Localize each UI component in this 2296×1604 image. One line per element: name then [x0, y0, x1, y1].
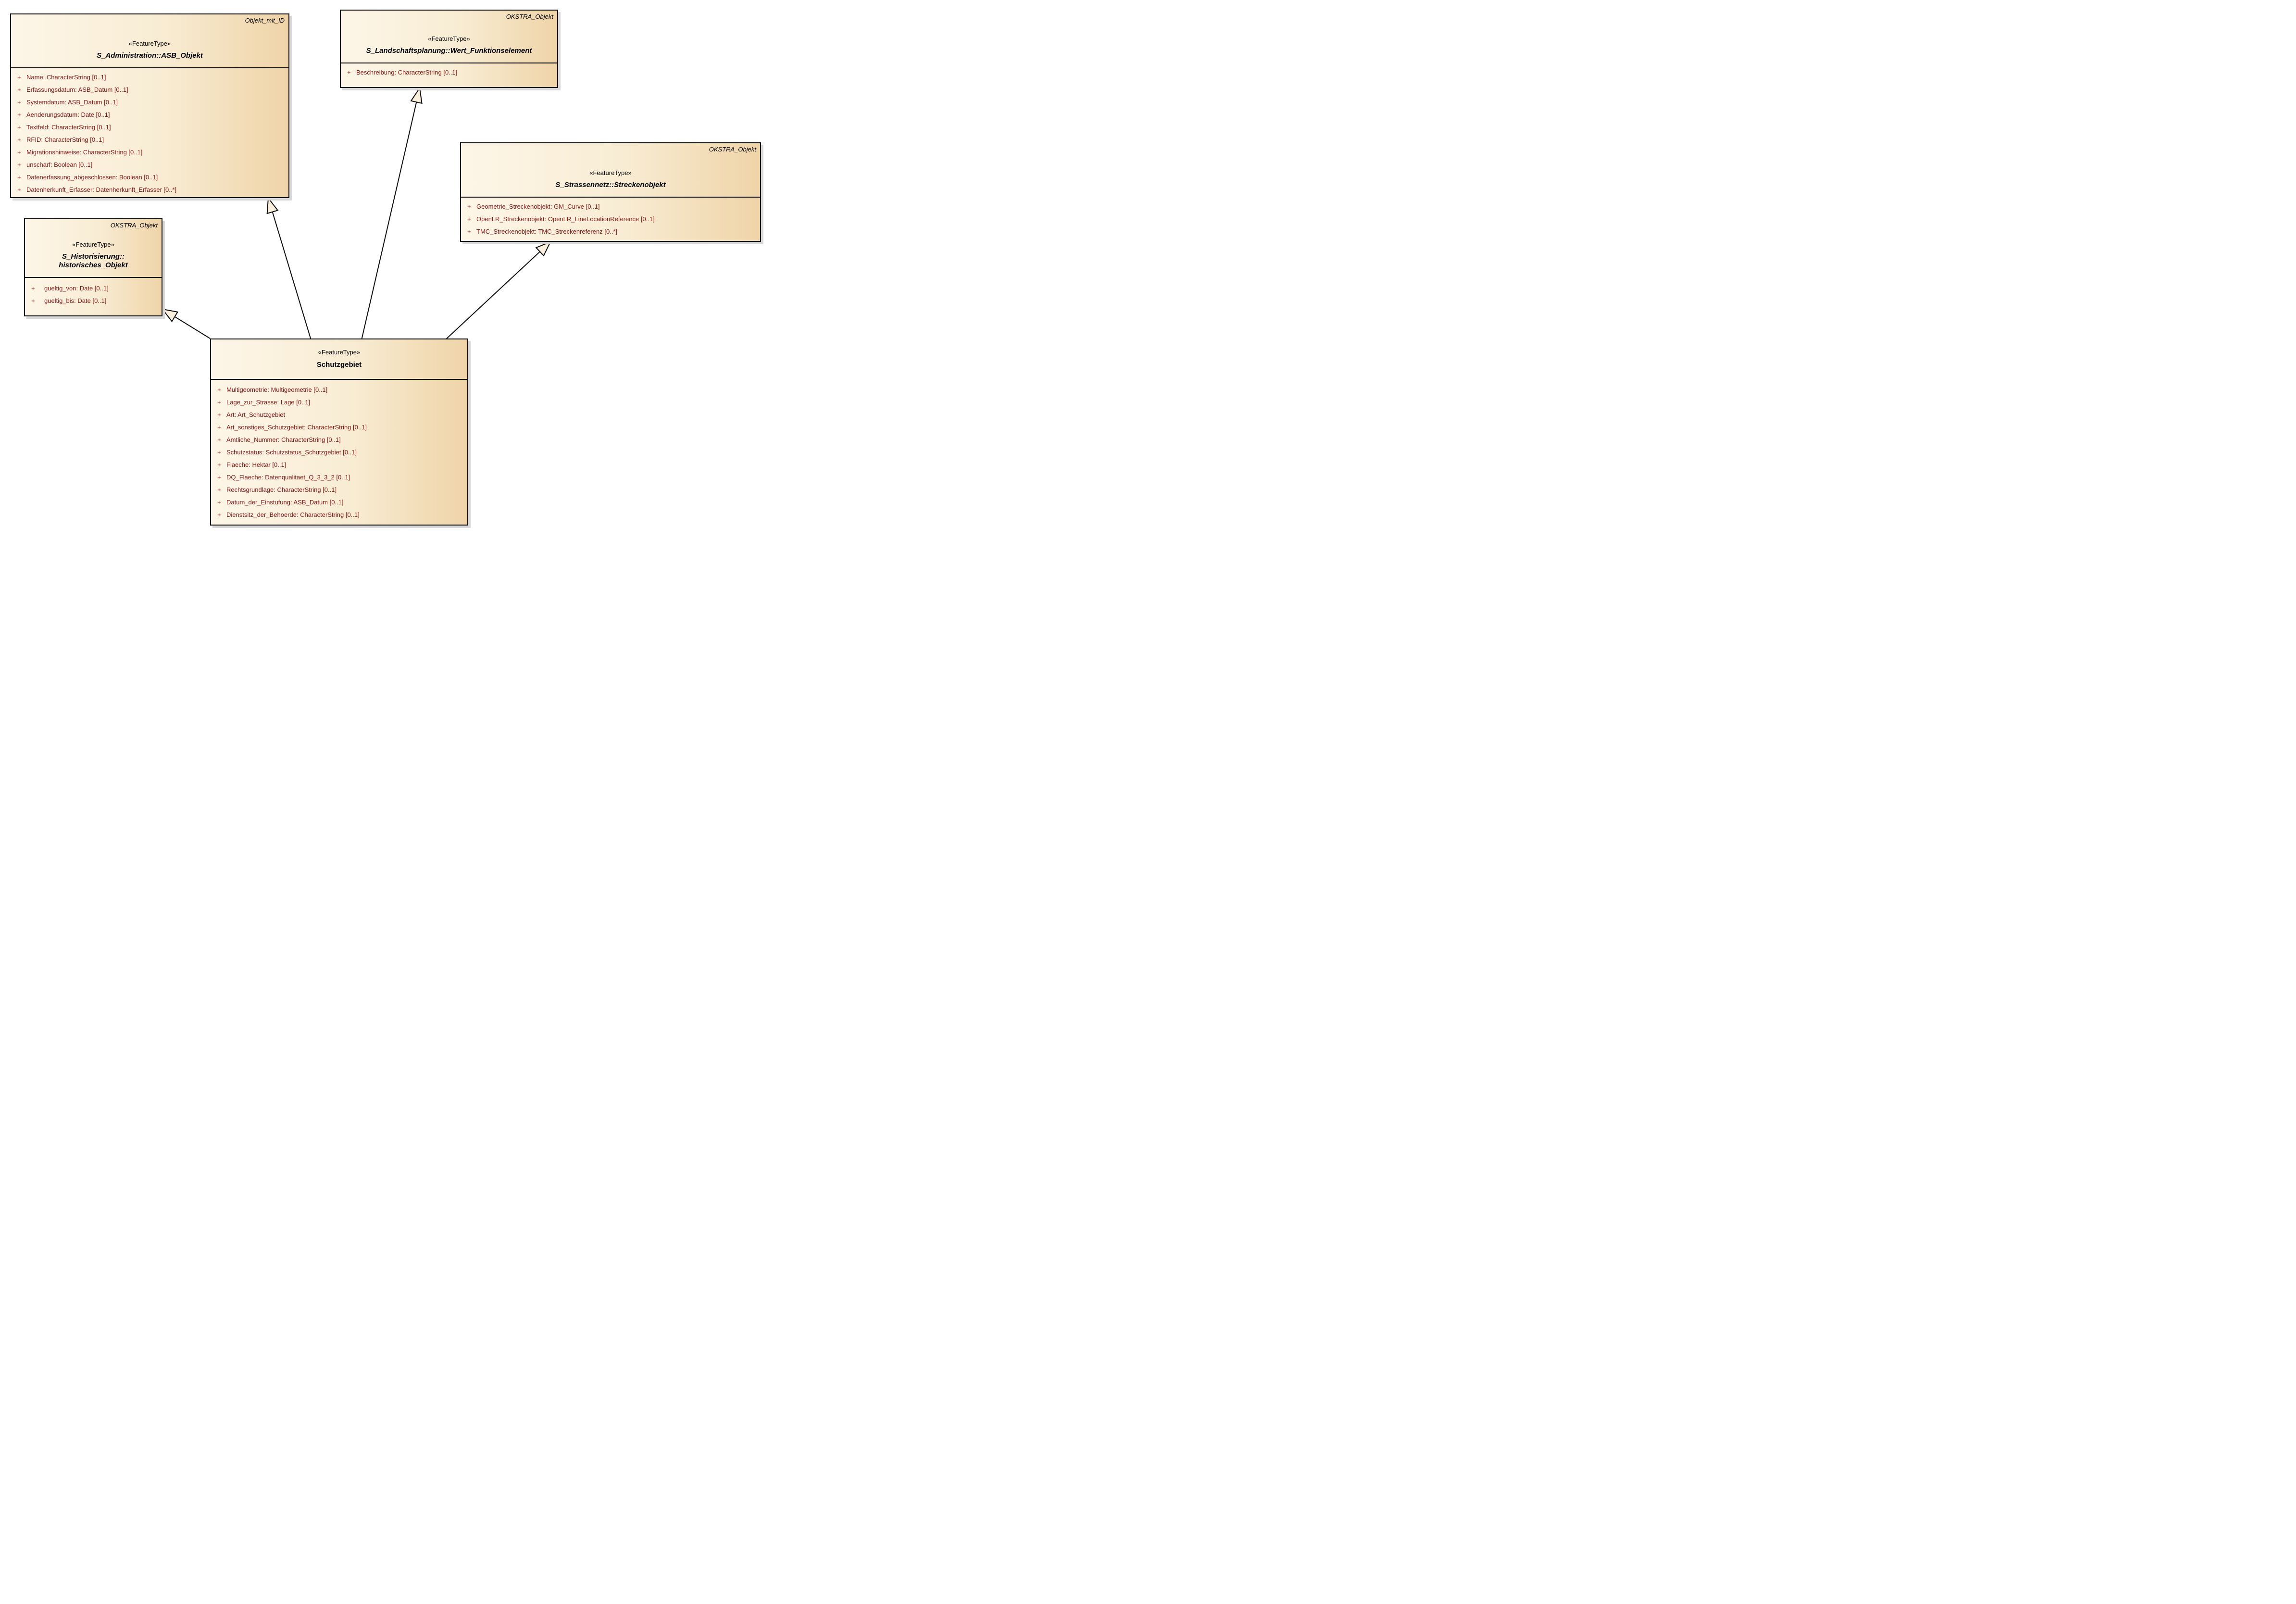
class-name: Schutzgebiet: [316, 361, 362, 369]
visibility-plus: +: [217, 473, 221, 481]
attribute-text: Geometrie_Streckenobjekt: GM_Curve [0..1]: [476, 202, 600, 210]
class-wert-funktionselement[interactable]: [340, 10, 558, 88]
attribute-text: Art_sonstiges_Schutzgebiet: CharacterString [0..1]: [226, 423, 367, 431]
visibility-plus: +: [467, 215, 471, 223]
stereotype-label: «FeatureType»: [589, 169, 632, 177]
attribute-row: [25, 294, 162, 307]
visibility-plus: +: [17, 86, 21, 93]
attribute-text: Systemdatum: ASB_Datum [0..1]: [26, 98, 118, 106]
visibility-plus: +: [17, 111, 21, 118]
attribute-row: [11, 133, 288, 146]
attribute-row: [211, 433, 467, 446]
stereotype-label: «FeatureType»: [318, 349, 361, 356]
attribute-row: [461, 200, 760, 213]
attribute-text: Amtliche_Nummer: CharacterString [0..1]: [226, 436, 341, 443]
attribute-row: [211, 383, 467, 396]
attribute-text: DQ_Flaeche: Datenqualitaet_Q_3_3_2 [0..1]: [226, 473, 350, 481]
attribute-text: Schutzstatus: Schutzstatus_Schutzgebiet [0..1]: [226, 448, 357, 456]
attribute-text: Migrationshinweise: CharacterString [0..1]: [26, 148, 143, 156]
visibility-plus: +: [17, 173, 21, 181]
attribute-text: Multigeometrie: Multigeometrie [0..1]: [226, 386, 328, 393]
visibility-plus: +: [17, 148, 21, 156]
visibility-plus: +: [467, 202, 471, 210]
stereotype-label: «FeatureType»: [128, 40, 171, 48]
attribute-text: OpenLR_Streckenobjekt: OpenLR_LineLocationReference [0..1]: [476, 215, 655, 223]
attribute-row: [11, 108, 288, 121]
visibility-plus: +: [217, 511, 221, 518]
visibility-plus: +: [217, 498, 221, 506]
attribute-row: [11, 121, 288, 133]
class-name: [59, 252, 127, 271]
attribute-row: [211, 446, 467, 458]
attribute-row: [211, 421, 467, 433]
attribute-text: Datenerfassung_abgeschlossen: Boolean [0..1]: [26, 173, 158, 181]
attribute-row: [211, 496, 467, 508]
attribute-row: [11, 96, 288, 108]
class-header: [25, 219, 162, 278]
attributes-compartment: [211, 380, 467, 521]
visibility-plus: +: [17, 73, 21, 81]
attribute-row: [11, 71, 288, 83]
attribute-text: Art: Art_Schutzgebiet: [226, 411, 286, 418]
visibility-plus: +: [467, 227, 471, 235]
generalization-arrow-to-streckenobjekt[interactable]: [445, 242, 550, 340]
attribute-text: Aenderungsdatum: Date [0..1]: [26, 111, 110, 118]
package-label: OKSTRA_Objekt: [110, 222, 158, 229]
visibility-plus: +: [217, 461, 221, 468]
visibility-plus: +: [217, 436, 221, 443]
visibility-plus: +: [217, 398, 221, 406]
attributes-compartment: [461, 198, 760, 238]
attribute-row: [211, 508, 467, 521]
attribute-text: Lage_zur_Strasse: Lage [0..1]: [226, 398, 311, 406]
visibility-plus: +: [217, 411, 221, 418]
class-header: [461, 143, 760, 198]
visibility-plus: +: [17, 161, 21, 168]
attribute-row: [11, 158, 288, 171]
attribute-text: RFID: CharacterString [0..1]: [26, 136, 104, 143]
class-streckenobjekt[interactable]: [460, 142, 761, 242]
attribute-row: [11, 171, 288, 183]
attribute-row: [341, 66, 557, 78]
attribute-text: Name: CharacterString [0..1]: [26, 73, 106, 81]
package-label: OKSTRA_Objekt: [506, 13, 553, 20]
attribute-row: [211, 408, 467, 421]
visibility-plus: +: [217, 423, 221, 431]
visibility-plus: +: [17, 123, 21, 131]
attribute-text: Datum_der_Einstufung: ASB_Datum [0..1]: [226, 498, 344, 506]
attribute-text: Beschreibung: CharacterString [0..1]: [356, 68, 458, 76]
generalization-arrowhead-icon: [162, 309, 178, 322]
class-name-line1: S_Historisierung::: [62, 252, 125, 261]
class-historisches-objekt[interactable]: [24, 218, 162, 316]
package-label: Objekt_mit_ID: [245, 17, 285, 24]
generalization-arrow-to-wert-funktionselement[interactable]: [362, 88, 422, 340]
attributes-compartment: [341, 63, 557, 78]
attribute-text: unscharf: Boolean [0..1]: [26, 161, 93, 168]
stereotype-label: «FeatureType»: [72, 240, 114, 248]
attributes-compartment: [11, 68, 288, 196]
visibility-plus: +: [217, 386, 221, 393]
visibility-plus: +: [217, 448, 221, 456]
attribute-row: [11, 83, 288, 96]
visibility-plus: +: [217, 486, 221, 493]
visibility-plus: +: [31, 284, 35, 292]
attribute-text: Flaeche: Hektar [0..1]: [226, 461, 287, 468]
attribute-text: Textfeld: CharacterString [0..1]: [26, 123, 111, 131]
class-header: [211, 339, 467, 380]
attribute-text: Erfassungsdatum: ASB_Datum [0..1]: [26, 86, 128, 93]
class-header: [11, 14, 288, 68]
attribute-row: [11, 183, 288, 196]
generalization-arrow-to-asb-objekt[interactable]: [267, 198, 311, 340]
attribute-text: gueltig_von: Date [0..1]: [44, 284, 109, 292]
attribute-text: Rechtsgrundlage: CharacterString [0..1]: [226, 486, 337, 493]
attribute-row: [11, 146, 288, 158]
attribute-row: [461, 225, 760, 238]
visibility-plus: +: [347, 68, 351, 76]
attribute-row: [211, 458, 467, 471]
class-name: S_Administration::ASB_Objekt: [97, 51, 203, 60]
visibility-plus: +: [17, 98, 21, 106]
generalization-arrowhead-icon: [411, 88, 422, 103]
class-name: S_Landschaftsplanung::Wert_Funktionselement: [366, 47, 532, 55]
visibility-plus: +: [31, 297, 35, 304]
attribute-text: Datenherkunft_Erfasser: Datenherkunft_Erfasser [0..*]: [26, 186, 177, 193]
attribute-row: [25, 282, 162, 294]
uml-class-diagram: [0, 0, 765, 535]
attribute-row: [211, 483, 467, 496]
class-name: S_Strassennetz::Streckenobjekt: [555, 181, 666, 189]
class-name-line2: historisches_Objekt: [59, 261, 128, 270]
visibility-plus: +: [17, 186, 21, 193]
attribute-text: Dienstsitz_der_Behoerde: CharacterString [0..1]: [226, 511, 360, 518]
attribute-row: [461, 213, 760, 225]
attribute-row: [211, 471, 467, 483]
attributes-compartment: [25, 278, 162, 307]
class-schutzgebiet[interactable]: [210, 338, 468, 526]
attribute-text: TMC_Streckenobjekt: TMC_Streckenreferenz [0..*]: [476, 227, 618, 235]
package-label: OKSTRA_Objekt: [709, 146, 756, 153]
attribute-row: [211, 396, 467, 408]
attribute-text: gueltig_bis: Date [0..1]: [44, 297, 107, 304]
stereotype-label: «FeatureType»: [428, 35, 470, 43]
class-header: [341, 11, 557, 63]
visibility-plus: +: [17, 136, 21, 143]
generalization-arrowhead-icon: [267, 198, 278, 213]
generalization-arrow-to-historisches-objekt[interactable]: [162, 309, 210, 338]
class-asb-objekt[interactable]: [10, 13, 289, 198]
